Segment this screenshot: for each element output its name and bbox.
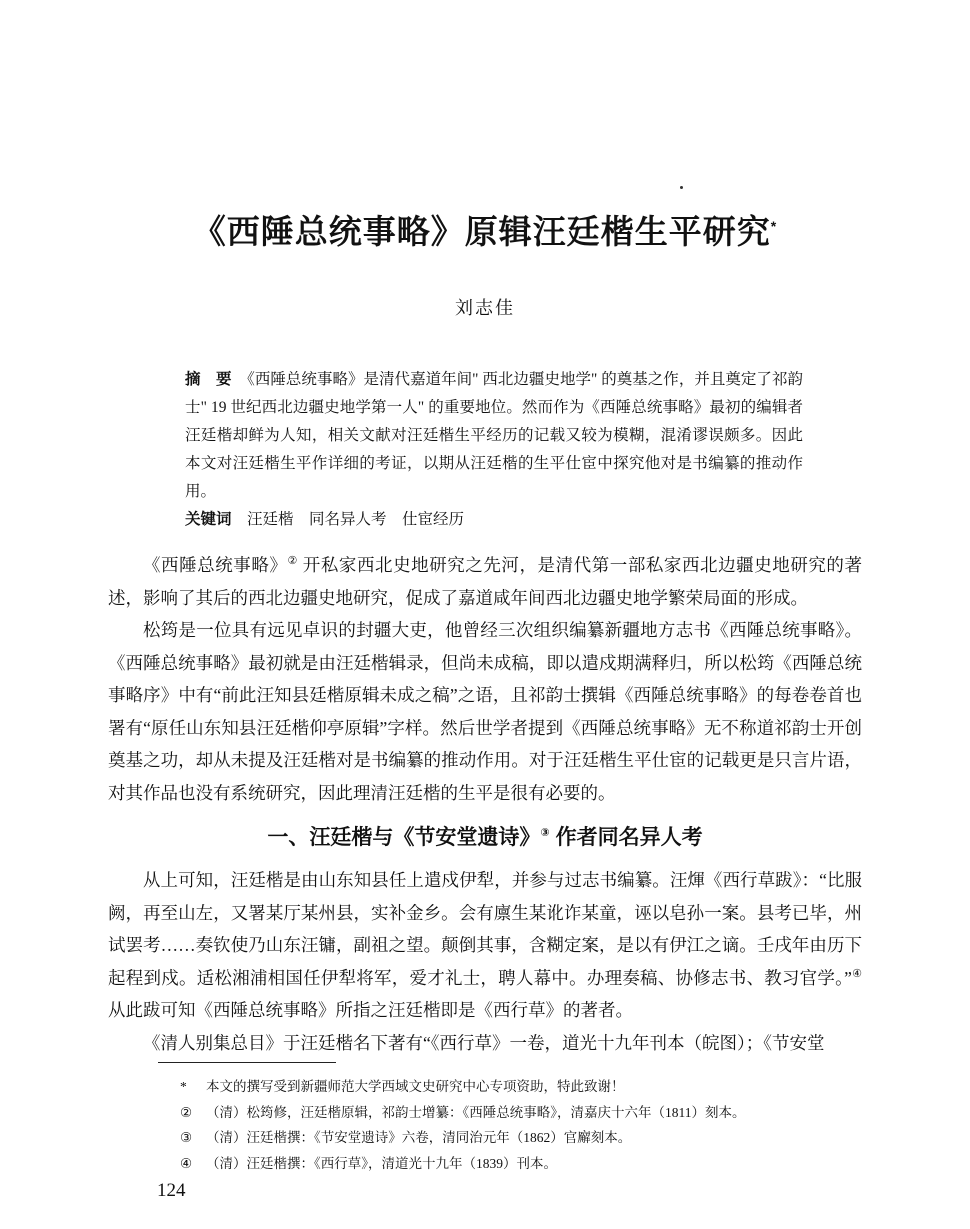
footnote-text: 本文的撰写受到新疆师范大学西域文史研究中心专项资助，特此致谢！ [206, 1079, 625, 1094]
footnote-marker: ② [180, 1104, 193, 1120]
title-footnote-marker: * [770, 218, 778, 234]
footnote-marker: ④ [180, 1155, 193, 1171]
footnote-item [180, 1151, 850, 1177]
abstract-text: 《西陲总统事略》是清代嘉道年间" 西北边疆史地学" 的奠基之作，并且奠定了祁韵士" 19 世纪西北边疆史地学第一人" 的重要地位。然而作为《西陲总统事略》最初的编辑者汪廷楷却鲜为人知，相关文献对汪廷楷生平经历的记载又较为模糊，混淆谬误颇多。因此本文对汪廷楷生平作详细的考证，以期从汪廷楷的生平仕宦中探究他对是书编纂的推动作用。 [185, 371, 803, 500]
paragraph-3-text: 从上可知，汪廷楷是由山东知县任上遣戍伊犁，并参与过志书编纂。汪煇《西行草跋》：“比服阙，再至山左，又署某厅某州县，实补金乡。会有廪生某讹诈某童，诬以皂孙一案。县考已毕，州试罢考……奏钦使乃山东汪镛，副祖之望。颠倒其事，含糊定案，是以有伊江之谪。壬戌年由历下起程到戍。适松湘浦相国任伊犁将军，爱才礼士，聘人幕中。办理奏稿、协修志书、教习官学。” [108, 870, 862, 988]
footnote-ref-4: ④ [851, 967, 862, 980]
body-text [108, 549, 862, 1059]
section-heading-1 [108, 818, 862, 853]
keywords-text: 汪廷楷 同名异人考 仕宦经历 [247, 511, 465, 528]
keywords-label: 关键词 [185, 511, 232, 528]
footnote-marker: ③ [180, 1130, 193, 1145]
abstract-block [185, 366, 803, 534]
section-heading-cont: 作者同名异人考 [549, 826, 703, 849]
section-heading-text: 一、汪廷楷与《节安堂遗诗》 [267, 826, 541, 849]
paper-title-text: 《西陲总统事略》原辑汪廷楷生平研究 [192, 213, 771, 250]
paragraph-1-cont: 开私家西北史地研究之先河，是清代第一部私家西北边疆史地研究的著述，影响了其后的西北边疆史地研究，促成了嘉道咸年间西北边疆史地学繁荣局面的形成。 [108, 555, 862, 608]
footnote-text: （清）松筠修，汪廷楷原辑，祁韵士增纂：《西陲总统事略》，清嘉庆十六年（1811）刻本。 [206, 1104, 746, 1120]
footnote-ref-2: ② [287, 555, 298, 568]
footnote-item [180, 1074, 850, 1100]
paragraph-3-cont: 从此跋可知《西陲总统事略》所指之汪廷楷即是《西行草》的著者。 [108, 1000, 633, 1020]
author-name: 刘志佳 [455, 298, 515, 318]
keywords-line [185, 506, 803, 534]
stray-dot-mark [680, 186, 683, 189]
footnote-separator [158, 1062, 336, 1063]
abstract-paragraph [185, 366, 803, 506]
paragraph-2: 松筠是一位具有远见卓识的封疆大吏，他曾经三次组织编纂新疆地方志书《西陲总统事略》。《西陲总统事略》最初就是由汪廷楷辑录，但尚未成稿，即以遣戍期满释归，所以松筠《西陲总统事略序》中有“前此汪知县廷楷原辑未成之稿”之语，且祁韵士撰辑《西陲总统事略》的每卷卷首也署有“原任山东知县汪廷楷仰亭原辑”字样。然后世学者提到《西陲总统事略》无不称道祁韵士开创奠基之功，却从未提及汪廷楷对是书编纂的推动作用。对于汪廷楷生平仕宦的记载更是只言片语，对其作品也没有系统研究，因此理清汪廷楷的生平是很有必要的。 [108, 620, 862, 803]
footnote-text: （清）汪廷楷撰：《西行草》，清道光十九年（1839）刊本。 [206, 1155, 557, 1171]
paper-title [0, 206, 970, 253]
footnote-ref-3: ③ [540, 827, 550, 839]
page-number: 124 [157, 1180, 186, 1201]
footnote-item [180, 1100, 850, 1126]
footnote-marker: * [180, 1079, 187, 1094]
footnote-item [180, 1125, 850, 1151]
abstract-label: 摘 要 [185, 371, 232, 388]
paragraph-1 [108, 549, 862, 614]
footnote-text: （清）汪廷楷撰：《节安堂遗诗》六卷，清同治元年（1862）官廨刻本。 [206, 1130, 632, 1145]
paragraph-4: 《清人别集总目》于汪廷楷名下著有“《西行草》一卷，道光十九年刊本（皖图）；《节安堂 [143, 1032, 825, 1053]
paragraph-3 [108, 864, 862, 1027]
footnotes-block [180, 1074, 850, 1176]
paragraph-1-text: 《西陲总统事略》 [143, 555, 288, 575]
